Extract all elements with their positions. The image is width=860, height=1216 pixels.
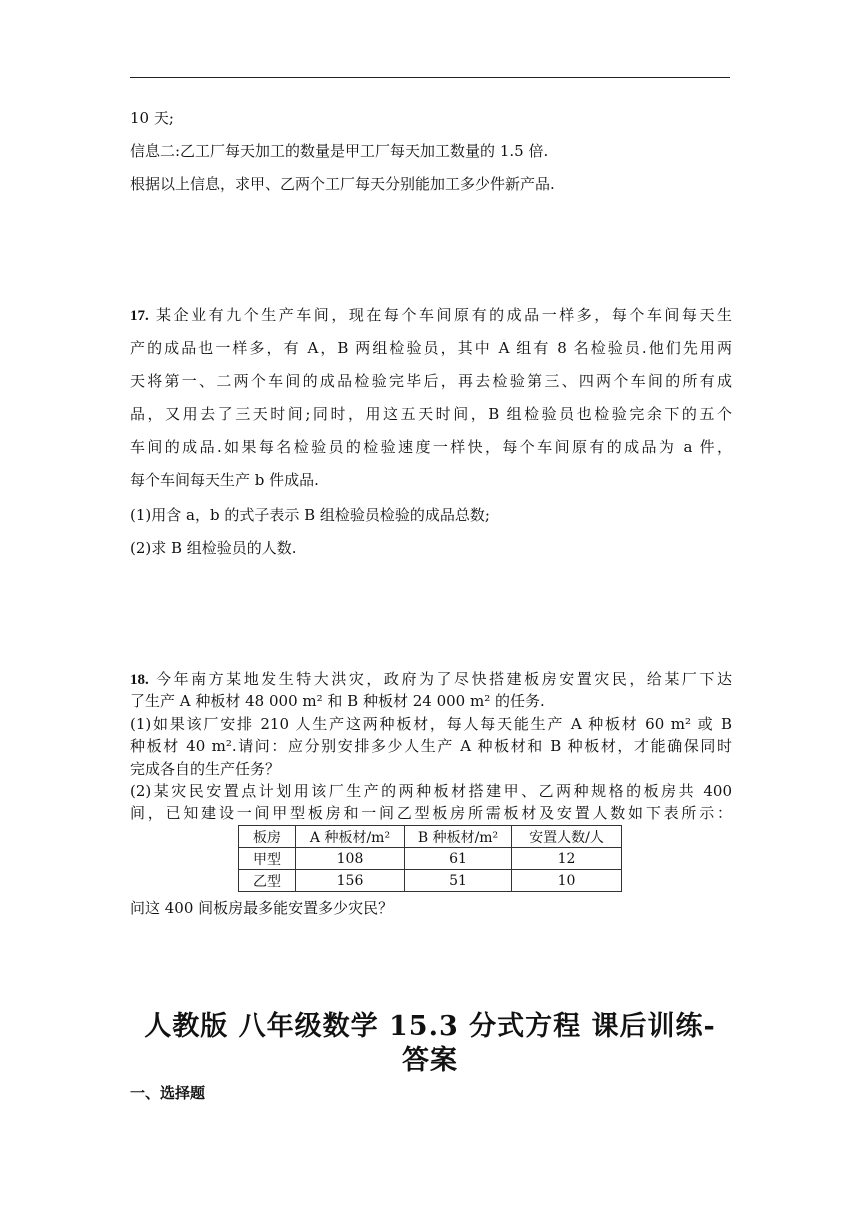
intro-line: 信息二:乙工厂每天加工的数量是甲工厂每天加工数量的 1.5 倍. bbox=[130, 142, 549, 160]
table-row bbox=[239, 848, 622, 870]
table-header-cell: 安置人数/人 bbox=[512, 826, 622, 848]
table-header-cell: 板房 bbox=[239, 826, 296, 848]
q17-line: 每个车间每天生产 b 件成品. bbox=[130, 471, 319, 489]
table-cell: 156 bbox=[296, 870, 405, 892]
q18-line: 完成各自的生产任务？ bbox=[130, 760, 281, 778]
q17-line: 车间的成品.如果每名检验员的检验速度一样快，每个车间原有的成品为 a 件， bbox=[130, 438, 732, 456]
q17-line: 品，又用去了三天时间;同时，用这五天时间，B 组检验员也检验完余下的五个 bbox=[130, 405, 732, 423]
table-cell: 甲型 bbox=[239, 848, 296, 870]
table-cell: 12 bbox=[512, 848, 622, 870]
table-cell: 108 bbox=[296, 848, 405, 870]
q17-line: 产的成品也一样多，有 A，B 两组检验员，其中 A 组有 8 名检验员.他们先用两 bbox=[130, 339, 732, 357]
intro-line: 10 天; bbox=[130, 109, 174, 127]
board-table bbox=[238, 825, 622, 892]
q18-line: 种板材 40 m².请问：应分别安排多少人生产 A 种板材和 B 种板材，才能确保同时 bbox=[130, 737, 732, 755]
table-cell: 乙型 bbox=[239, 870, 296, 892]
q18-line: (1)如果该厂安排 210 人生产这两种板材，每人每天能生产 A 种板材 60 m² 或 B bbox=[130, 715, 732, 733]
q17-line: 天将第一、二两个车间的成品检验完毕后，再去检验第三、四两个车间的所有成 bbox=[130, 372, 732, 390]
q18-question: 问这 400 间板房最多能安置多少灾民？ bbox=[130, 899, 394, 917]
table-cell: 61 bbox=[405, 848, 512, 870]
q17-sub1: (1)用含 a，b 的式子表示 B 组检验员检验的成品总数; bbox=[130, 506, 490, 524]
q17-line: 17. 某企业有九个生产车间，现在每个车间原有的成品一样多，每个车间每天生 bbox=[130, 306, 732, 324]
q17-sub2: (2)求 B 组检验员的人数. bbox=[130, 539, 297, 557]
q18-line: 18. 今年南方某地发生特大洪灾，政府为了尽快搭建板房安置灾民，给某厂下达 bbox=[130, 670, 732, 688]
answer-title-cont: 答案 bbox=[402, 1045, 458, 1076]
section-heading: 一、选择题 bbox=[130, 1084, 206, 1102]
q18-line: 了生产 A 种板材 48 000 m² 和 B 种板材 24 000 m² 的任务. bbox=[130, 692, 545, 710]
table-cell: 51 bbox=[405, 870, 512, 892]
intro-line: 根据以上信息，求甲、乙两个工厂每天分别能加工多少件新产品. bbox=[130, 175, 555, 193]
q18-number: 18. bbox=[130, 672, 149, 688]
table-cell: 10 bbox=[512, 870, 622, 892]
table-row bbox=[239, 870, 622, 892]
table-header-row bbox=[239, 826, 622, 848]
q18-line: 间，已知建设一间甲型板房和一间乙型板房所需板材及安置人数如下表所示： bbox=[130, 804, 732, 822]
table-header-cell: B 种板材/m² bbox=[405, 826, 512, 848]
q17-number: 17. bbox=[130, 308, 149, 324]
header-rule bbox=[130, 77, 730, 78]
q18-line: (2)某灾民安置点计划用该厂生产的两种板材搭建甲、乙两种规格的板房共 400 bbox=[130, 782, 732, 800]
answer-title: 人教版 八年级数学 15.3 分式方程 课后训练- bbox=[144, 1011, 716, 1042]
table-header-cell: A 种板材/m² bbox=[296, 826, 405, 848]
